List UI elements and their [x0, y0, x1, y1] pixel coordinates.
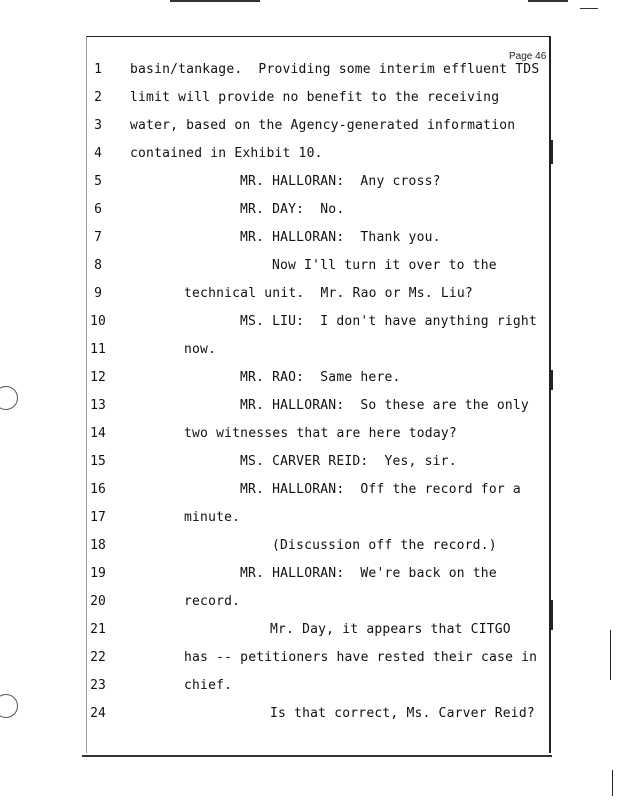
- transcript-line: [0, 90, 620, 110]
- transcript-line: [0, 706, 620, 726]
- transcript-line: [0, 538, 620, 558]
- line-number: 14: [90, 426, 106, 441]
- line-text: has -- petitioners have rested their case in: [184, 650, 538, 665]
- transcript-line: [0, 622, 620, 642]
- line-text: chief.: [184, 678, 233, 693]
- line-number: 12: [90, 370, 106, 385]
- transcript-line: [0, 342, 620, 362]
- transcript-line: [0, 230, 620, 250]
- line-text: Is that correct, Ms. Carver Reid?: [270, 706, 535, 721]
- line-text: Now I'll turn it over to the: [272, 258, 497, 273]
- page-number-label: Page 46: [509, 51, 547, 62]
- line-number: 6: [94, 202, 102, 217]
- bottom-rule: [82, 755, 552, 757]
- transcript-line: [0, 174, 620, 194]
- line-number: 19: [90, 566, 106, 581]
- line-text: basin/tankage. Providing some interim effluent TDS: [130, 62, 540, 77]
- line-text: (Discussion off the record.): [272, 538, 497, 553]
- transcript-line: [0, 286, 620, 306]
- scan-mark-top-right: [528, 0, 568, 2]
- line-text: contained in Exhibit 10.: [130, 146, 323, 161]
- line-text: MR. HALLORAN: So these are the only: [240, 398, 529, 413]
- line-text: now.: [184, 342, 217, 357]
- transcript-line: [0, 118, 620, 138]
- transcript-line: [0, 454, 620, 474]
- line-number: 5: [94, 174, 102, 189]
- transcript-line: [0, 62, 620, 82]
- line-number: 1: [94, 62, 102, 77]
- line-text: MR. HALLORAN: We're back on the: [240, 566, 497, 581]
- transcript-line: [0, 202, 620, 222]
- line-text: MR. HALLORAN: Thank you.: [240, 230, 441, 245]
- line-text: MR. RAO: Same here.: [240, 370, 401, 385]
- transcript-line: [0, 482, 620, 502]
- transcript-line: [0, 510, 620, 530]
- transcript-line: [0, 314, 620, 334]
- transcript-line: [0, 678, 620, 698]
- line-number: 13: [90, 398, 106, 413]
- line-number: 9: [94, 286, 102, 301]
- line-text: technical unit. Mr. Rao or Ms. Liu?: [184, 286, 473, 301]
- line-text: Mr. Day, it appears that CITGO: [270, 622, 511, 637]
- line-number: 11: [90, 342, 106, 357]
- line-text: MS. CARVER REID: Yes, sir.: [240, 454, 457, 469]
- transcript-line: [0, 426, 620, 446]
- scan-mark-top-far: [580, 8, 598, 9]
- line-number: 15: [90, 454, 106, 469]
- line-text: minute.: [184, 510, 241, 525]
- line-text: water, based on the Agency-generated information: [130, 118, 516, 133]
- line-number: 17: [90, 510, 106, 525]
- line-text: MS. LIU: I don't have anything right: [240, 314, 537, 329]
- line-text: MR. DAY: No.: [240, 202, 345, 217]
- line-number: 2: [94, 90, 102, 105]
- line-text: MR. HALLORAN: Off the record for a: [240, 482, 521, 497]
- line-number: 4: [94, 146, 102, 161]
- line-text: two witnesses that are here today?: [184, 426, 457, 441]
- line-number: 20: [90, 594, 106, 609]
- line-number: 7: [94, 230, 102, 245]
- transcript-line: [0, 566, 620, 586]
- page-frame: [86, 36, 551, 753]
- line-text: limit will provide no benefit to the receiving: [130, 90, 500, 105]
- line-number: 21: [90, 622, 106, 637]
- line-text: record.: [184, 594, 241, 609]
- scan-mark-top-left: [170, 0, 260, 2]
- transcript-line: [0, 146, 620, 166]
- line-number: 10: [90, 314, 106, 329]
- transcript-line: [0, 594, 620, 614]
- line-number: 8: [94, 258, 102, 273]
- line-text: MR. HALLORAN: Any cross?: [240, 174, 441, 189]
- transcript-line: [0, 398, 620, 418]
- margin-tick: [612, 770, 613, 796]
- line-number: 23: [90, 678, 106, 693]
- transcript-line: [0, 650, 620, 670]
- transcript-line: [0, 258, 620, 278]
- line-number: 3: [94, 118, 102, 133]
- line-number: 24: [90, 706, 106, 721]
- line-number: 22: [90, 650, 106, 665]
- transcript-line: [0, 370, 620, 390]
- line-number: 18: [90, 538, 106, 553]
- line-number: 16: [90, 482, 106, 497]
